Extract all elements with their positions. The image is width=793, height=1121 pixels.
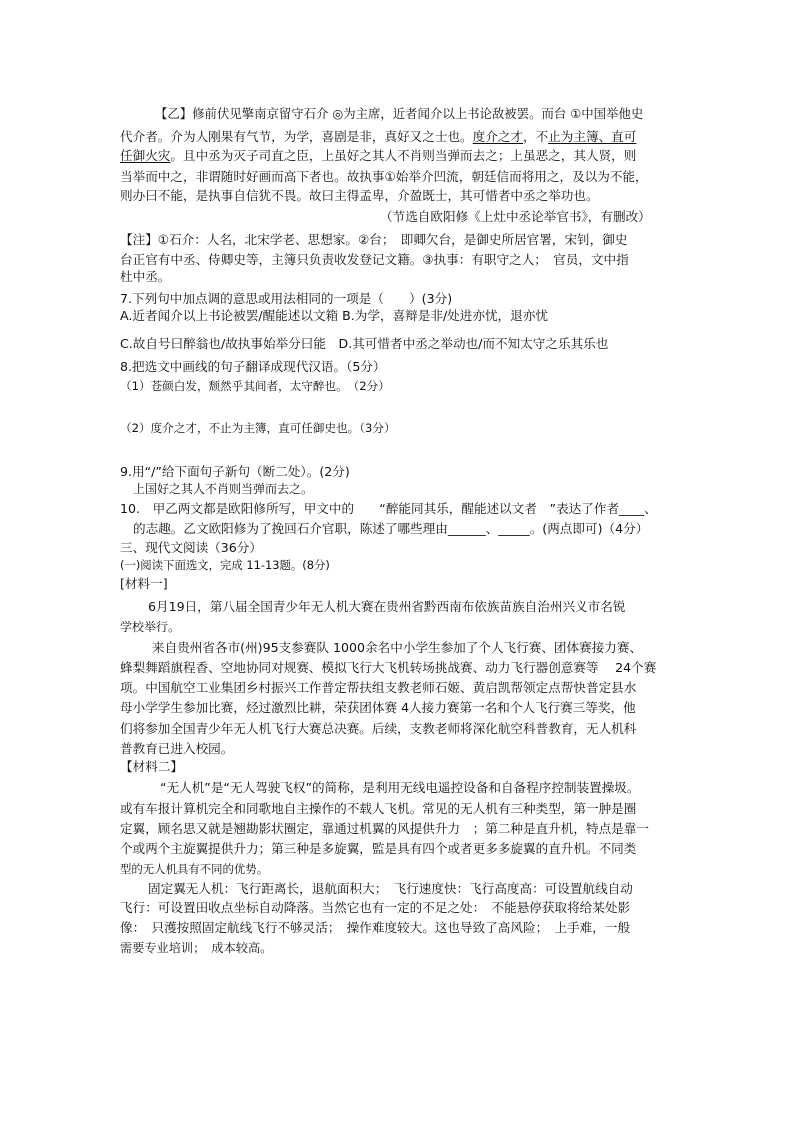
text-segment: （2）度介之才，不止为主簿，直可任御史也。（3分） — [120, 421, 396, 435]
text-segment: [材料一] — [120, 576, 168, 591]
text-line — [120, 252, 629, 268]
text-line — [160, 780, 639, 796]
text-segment: 8.把选文中画线的句子翻译成现代汉语。（5分） — [120, 359, 386, 374]
text-line — [120, 841, 636, 857]
text-line — [120, 378, 390, 394]
text-segment: 需要专业培训； 成本较高。 — [120, 941, 273, 955]
text-line — [152, 640, 642, 656]
text-line — [120, 420, 396, 436]
text-line — [120, 680, 636, 696]
text-segment: 台正官有中丞、侍卿史等，主簿只负责收发登记文籍。③执事：有职守之人； 官员，文中指 — [120, 252, 629, 267]
text-segment: 三、现代文阅读（36分） — [120, 540, 262, 555]
text-segment: 或有车报计算机完全和同歌地自主操作的不载人飞机。常见的无人机有三种类型，第一肿是圈 — [120, 801, 637, 816]
text-line — [120, 501, 657, 517]
text-segment: 像： 只濩按照固定航线飞行不够灵活； 操作难度较大。这也导致了高风险； 上手难，一般 — [120, 920, 631, 935]
underlined-text: 止为主簿、直可 — [548, 129, 637, 144]
text-line — [120, 821, 649, 837]
text-line — [120, 188, 599, 204]
text-segment: 固定翼无人机：飞行距离长，退航面积大； 飞行速度快：飞行高度高：可设置航线自动 — [148, 881, 633, 896]
text-line — [133, 521, 648, 537]
text-line — [120, 920, 630, 936]
text-line — [120, 269, 170, 285]
underlined-text: 任御火灾 — [120, 148, 171, 163]
text-line — [120, 801, 636, 817]
text-segment: 代介者。介为人刚果有气节，为学，喜剧是非，真好又之士也。 — [120, 129, 473, 144]
text-line — [120, 359, 386, 375]
text-segment: 则办曰不能，是执事自信犹不畏。故曰主得孟卑，介盈既士，其可惜者中丞之举功也。 — [120, 188, 599, 203]
text-segment: 9.用“/”给下面句子新句（断二处）。(2分) — [120, 464, 350, 479]
text-segment: 上国好之其人不肖则当弹而去之。 — [133, 482, 314, 496]
text-line — [148, 881, 633, 897]
text-line — [120, 291, 452, 307]
text-line — [120, 148, 636, 164]
text-segment: 们将参加全国青少年无人机飞行大赛总决赛。后续，支教老师将深化航空科普教育，无人机科 — [120, 721, 637, 736]
text-segment: C.故自号曰醉翁也/故执事始举分曰能 D.其可惜者中丞之举动也/而不知太守之乐其乐也 — [120, 336, 609, 351]
underlined-text: 度介之才 — [472, 129, 523, 144]
text-line — [380, 209, 651, 225]
text-segment: 【注】①石介：人名，北宋学老、思想家。②台； 即卿欠台，是御史所居官署，宋钊，御史 — [120, 232, 628, 247]
text-segment: 【材料二】 — [120, 759, 183, 774]
text-segment: 定翼，顾名思又就是翘勘影状圈定，靠通过机翼的风提供升力 ；第二种是直升机，特点是靠一 — [120, 821, 649, 836]
text-segment: A.近者闻介以上书论被罢/醒能述以文箱 B.为学，喜辩是非/处进亦忧，退亦忧 — [120, 308, 548, 323]
text-segment: 6月19日，第八届全国青少年无人机大赛在贵州省黔西南布依族苗族自治州兴义市名锐 — [148, 599, 626, 614]
text-segment: 项。中国航空工业集团乡村振兴工作普定帮扶组支教老师石姬、黄启凯帮领定点帮快普定县水 — [120, 680, 637, 695]
text-segment: (一)阅读下面选文，完成 11-13题。(8分) — [120, 558, 330, 572]
text-line — [120, 759, 183, 775]
text-line — [120, 129, 636, 145]
text-line — [133, 481, 313, 497]
text-line — [120, 721, 636, 737]
text-segment: 来自贵州省各市(州)95支参赛队 1000余名中小学生参加了个人飞行赛、团体赛接力赛、 — [152, 640, 643, 655]
text-segment: 【乙】修前伏见擎南京留守石介 ◎为主席，近者闻介以上书论敌被罢。而台 ①中国举他史 — [155, 106, 644, 121]
text-line — [120, 660, 656, 676]
text-segment: “无人机”是“无人驾驶飞权”的简称，是利用无线电遥控设备和自备程序控制装置操圾。 — [160, 780, 640, 795]
text-segment: 蜂梨舞蹈旗程香、空地协同对规赛、模拟飞行大飞机转场挑战赛、动力飞行器创意赛等 24个赛 — [120, 660, 657, 675]
text-line — [120, 940, 272, 956]
text-line — [120, 557, 330, 573]
text-line — [120, 308, 548, 324]
text-line — [120, 336, 608, 352]
text-line — [120, 861, 268, 877]
text-line — [120, 576, 168, 592]
text-segment: ，不 — [523, 129, 549, 144]
text-line — [120, 700, 636, 716]
text-segment: 型的无人机具有不同的优势。 — [120, 862, 269, 876]
text-line — [120, 619, 180, 635]
text-segment: 学校举行。 — [120, 620, 181, 634]
text-segment: 母小学学生参加比赛，烃过激烈比耕，荣获团体赛 4人接力赛第一名和个人飞行赛三等奖，他 — [120, 700, 636, 715]
text-segment: 个或两个主旋翼提供升力；第三种是多旋翼，監是具有四个或者更多多旋翼的直升机。不同类 — [120, 841, 637, 856]
text-line — [155, 106, 643, 122]
text-segment: 。且中丞为灭子司直之臣，上虽好之其人不肖则当弹而去之；上虽恶之，其人贤，则 — [170, 148, 637, 163]
text-line — [120, 540, 262, 556]
text-line — [148, 599, 625, 615]
text-segment: （节选自欧阳修《上灶中丞论举官书》，有删改） — [380, 209, 651, 224]
text-line — [120, 232, 627, 248]
text-segment: 普教育已进入校园。 — [120, 741, 234, 756]
text-segment: 杜中丞。 — [120, 269, 171, 284]
text-segment: 飞行：可设置田收点坐标自动降落。当然它也有一定的不足之处： 不能悬停获取将给某处影 — [120, 900, 631, 915]
text-segment: 的志趣。乙文欧阳修为了挽回石介官职，陈述了哪些理由______、_____。(两点即可)（4分） — [133, 521, 649, 536]
text-line — [120, 169, 648, 185]
text-segment: 10. 甲乙两文都是欧阳修所写，甲文中的 “醉能同其乐，醒能述以文者 ”表达了作者____、 — [120, 501, 657, 516]
text-segment: 7.下列句中加点调的意思或用法相同的一项是（ ）(3分) — [120, 291, 453, 306]
text-line — [120, 464, 350, 480]
text-segment: （1）苍颜白发，颓然乎其间者，太守醉也。 （2分） — [120, 379, 390, 393]
text-line — [120, 741, 233, 757]
text-segment: 当举而中之，非谓随时好画而高下者也。故执事①始举介凹流，朝廷信而将用之，及以为不能， — [120, 169, 648, 184]
text-line — [120, 900, 630, 916]
